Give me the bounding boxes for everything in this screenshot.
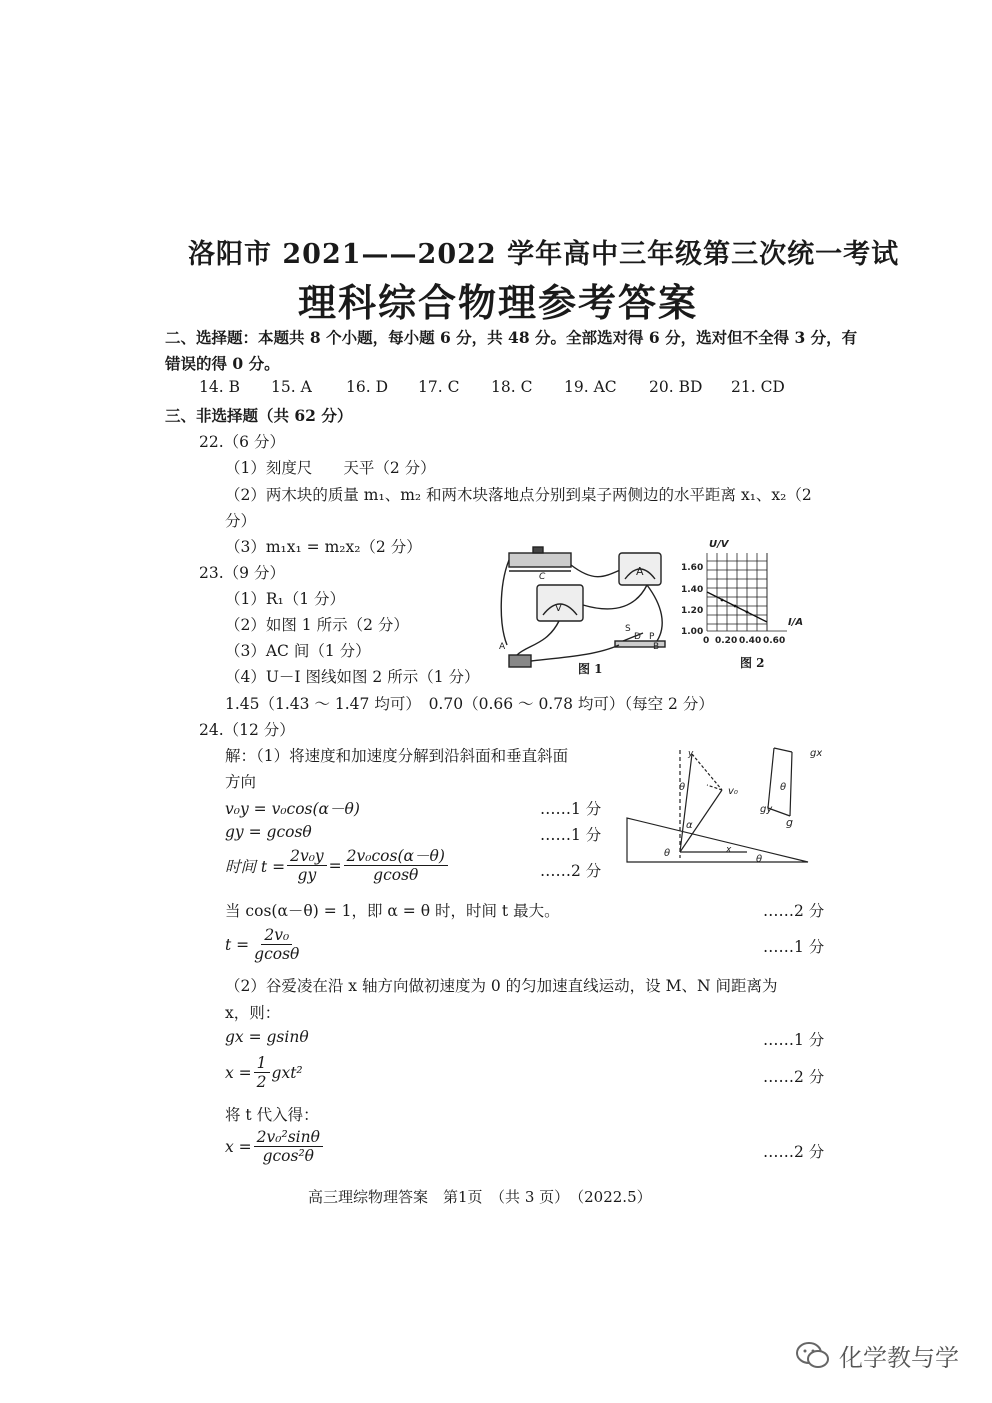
q24-substitute: 将 t 代入得：: [225, 1106, 319, 1124]
fraction: [254, 1128, 323, 1165]
q24-part2-line1: （2）谷爱凌在沿 x 轴方向做初速度为 0 的匀加速直线运动，设 M、N 间距离为: [225, 977, 778, 995]
answer-21: 21. CD: [731, 378, 785, 396]
diagram-alpha: α: [686, 820, 693, 831]
denominator: 2: [256, 1073, 267, 1091]
score-marker: ……1 分: [763, 938, 825, 956]
fig2-ytick: 1.40: [681, 585, 704, 595]
diagram-g: g: [786, 816, 793, 829]
watermark-text: 化学教与学: [839, 1344, 959, 1372]
answer-15: 15. A: [271, 378, 312, 396]
q23-part3: （3）AC 间（1 分）: [225, 642, 371, 660]
fig1-letter-a: A: [499, 642, 506, 652]
fig2-ytick: 1.20: [681, 606, 704, 616]
fraction: [251, 926, 302, 963]
eq-x-suffix: gxt²: [271, 1063, 303, 1082]
rheostat: [509, 553, 571, 567]
fig1-letter-amp: A: [636, 565, 644, 578]
diagram-theta-left: θ: [664, 848, 671, 859]
score-marker: ……2 分: [763, 902, 825, 920]
fig2-xlabel: I/A: [788, 617, 804, 628]
figure-2-caption: 图 2: [740, 656, 765, 670]
fig1-letter-p: P: [649, 632, 655, 642]
ui-graph-figure-2: [677, 535, 817, 650]
fig2-xtick: 0.40: [739, 636, 762, 646]
circuit-figure-1: [497, 545, 677, 675]
denominator: gcosθ: [254, 945, 300, 963]
score-marker: ……1 分: [763, 1031, 825, 1049]
denominator: gy: [297, 866, 317, 884]
eq-x-final-prefix: x =: [225, 1137, 252, 1156]
q23-heading: 23.（9 分）: [199, 564, 285, 582]
numerator: 2v₀y: [287, 847, 327, 866]
page-footer: 高三理综物理答案 第1页 （共 3 页） （2022.5）: [308, 1188, 652, 1206]
q24-part2-line2: x，则：: [225, 1004, 281, 1022]
answer-17: 17. C: [418, 378, 460, 396]
score-marker: ……2 分: [540, 862, 602, 880]
score-marker: ……1 分: [540, 800, 602, 818]
fig1-letter-b: B: [653, 642, 660, 652]
fig1-letter-s: S: [625, 624, 631, 634]
ui-point: [721, 599, 724, 602]
fig1-letter-d: D: [634, 632, 641, 642]
denominator: gcosθ: [373, 866, 419, 884]
score-marker: ……1 分: [540, 826, 602, 844]
eq-x-final: [225, 1128, 325, 1165]
diagram-y: y: [688, 749, 694, 759]
q24-part1-intro: 解：（1）将速度和加速度分解到沿斜面和垂直斜面: [225, 747, 569, 765]
diagram-gy: gy: [760, 804, 773, 815]
eq-v0y: v₀y = v₀cos(α－θ): [225, 800, 360, 818]
eq-time-prefix: 时间 t =: [225, 857, 286, 876]
answer-14: 14. B: [199, 378, 240, 396]
numerator: 2v₀: [261, 926, 292, 945]
section2-intro-line2: 错误的得 0 分。: [165, 354, 280, 373]
diagram-v0: v₀: [728, 786, 738, 797]
q24-heading: 24.（12 分）: [199, 721, 295, 739]
score-marker: ……2 分: [763, 1143, 825, 1161]
fig2-xtick: 0.60: [763, 636, 786, 646]
incline-diagram: [622, 740, 822, 870]
q22-heading: 22.（6 分）: [199, 433, 285, 451]
answer-19: 19. AC: [564, 378, 617, 396]
fraction: [254, 1054, 270, 1091]
section2-intro-line1: 二、选择题：本题共 8 个小题，每小题 6 分，共 48 分。全部选对得 6 分，选对但不全得 3 分，有: [165, 328, 858, 347]
diagram-x: x: [726, 845, 732, 855]
exam-title: 洛阳市 2021——2022 学年高中三年级第三次统一考试: [188, 239, 900, 270]
diagram-theta-right: θ: [756, 854, 763, 865]
numerator: 2v₀cos(α－θ): [344, 847, 448, 866]
q22-part1: （1）刻度尺 天平（2 分）: [225, 459, 436, 477]
q23-answers: 1.45（1.43 ～ 1.47 均可） 0.70（0.66 ～ 0.78 均可）（每空 2 分）: [225, 695, 714, 713]
eq-t-max: [225, 926, 304, 963]
diagram-theta-g: θ: [780, 782, 787, 793]
q22-part2-cont: 分）: [225, 512, 257, 530]
wechat-icon: [795, 1341, 831, 1371]
watermark: [795, 1338, 959, 1373]
q22-part2: （2）两木块的质量 m₁、m₂ 和两木块落地点分别到桌子两侧边的水平距离 x₁、x₂（2: [225, 486, 812, 504]
q23-part2: （2）如图 1 所示（2 分）: [225, 616, 409, 634]
q24-part1-intro-cont: 方向: [225, 773, 257, 791]
numerator: 1: [254, 1054, 270, 1073]
eq-x-kinematics: [225, 1054, 303, 1091]
diagram-theta-top: θ: [679, 782, 686, 793]
q24-max-condition: 当 cos(α－θ) = 1，即 α = θ 时，时间 t 最大。: [225, 902, 560, 920]
fig2-xtick: 0: [703, 636, 710, 646]
fig1-letter-c: C: [539, 572, 546, 582]
ui-point: [746, 611, 749, 614]
fig2-ylabel: U/V: [709, 539, 729, 550]
battery: [509, 655, 531, 667]
answer-20: 20. BD: [649, 378, 703, 396]
denominator: gcos²θ: [262, 1147, 315, 1165]
answer-18: 18. C: [491, 378, 533, 396]
eq-gx: gx = gsinθ: [225, 1028, 309, 1046]
score-marker: ……2 分: [763, 1068, 825, 1086]
fig1-letter-v: V: [555, 603, 562, 614]
q23-part4: （4）U－I 图线如图 2 所示（1 分）: [225, 668, 480, 686]
ui-point: [734, 605, 737, 608]
answer-16: 16. D: [346, 378, 389, 396]
section3-heading: 三、非选择题（共 62 分）: [165, 406, 353, 425]
q23-part1: （1）R₁（1 分）: [225, 590, 346, 608]
eq-gy: gy = gcosθ: [225, 823, 312, 841]
fraction: [287, 847, 327, 884]
answer-key-title: 理科综合物理参考答案: [298, 280, 699, 325]
eq-x-prefix: x =: [225, 1063, 252, 1082]
q22-part3: （3）m₁x₁ = m₂x₂（2 分）: [225, 538, 422, 556]
eq-t-prefix: t =: [225, 935, 250, 954]
figure-1-caption: 图 1: [578, 662, 603, 676]
diagram-gx: gx: [810, 748, 822, 759]
fraction: [344, 847, 448, 884]
fig2-ytick: 1.60: [681, 563, 704, 573]
fig2-ytick: 1.00: [681, 627, 704, 637]
fig2-xtick: 0.20: [715, 636, 738, 646]
numerator: 2v₀²sinθ: [254, 1128, 323, 1147]
eq-time: 时间 t = $\frac{\text{2v₀y}}{gy}$ = $\frac{\text{2v₀cos(α－θ)}}{gcos\theta}$: [225, 847, 450, 884]
